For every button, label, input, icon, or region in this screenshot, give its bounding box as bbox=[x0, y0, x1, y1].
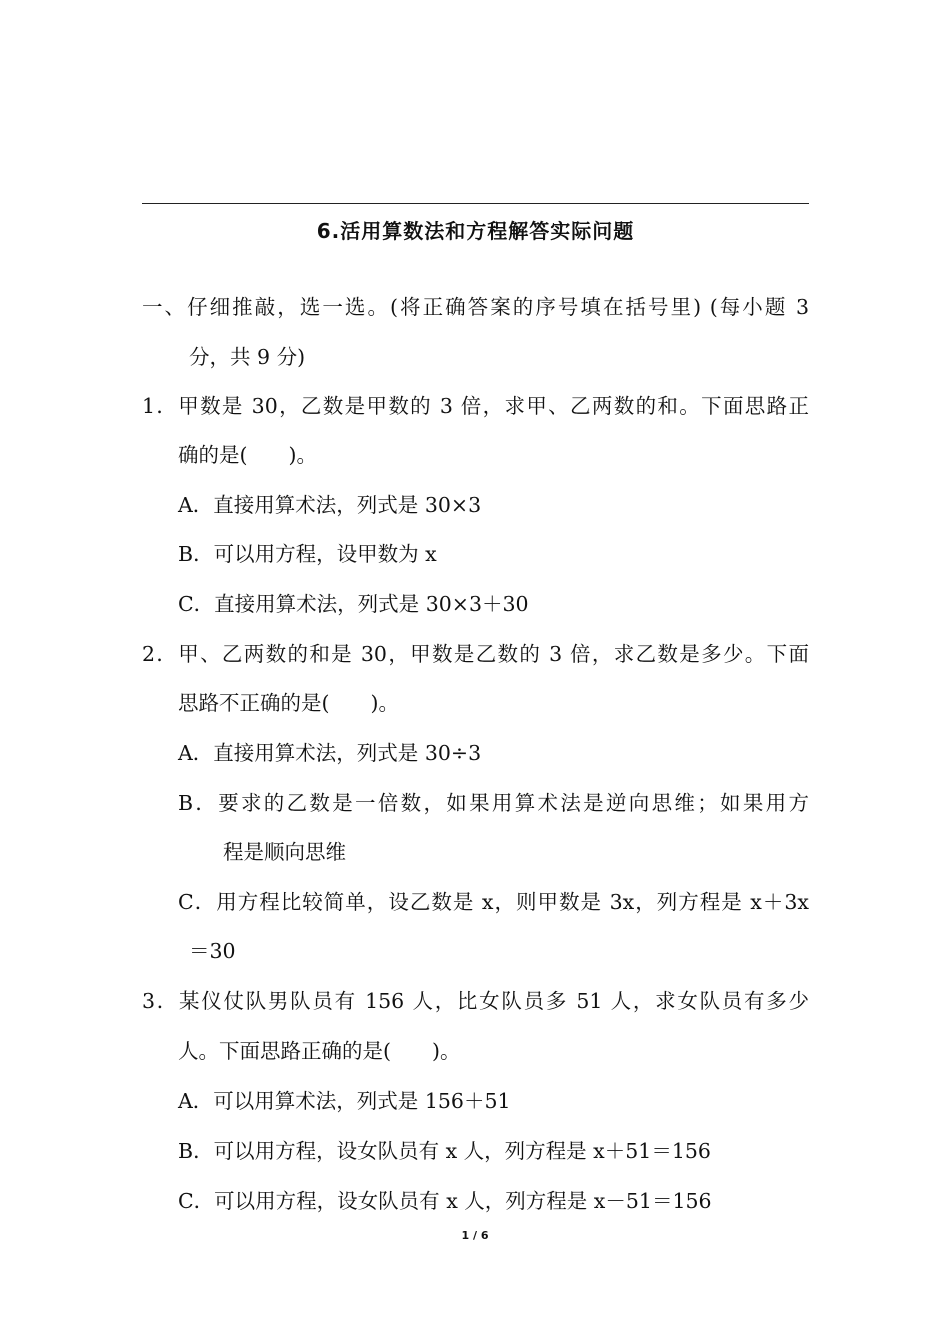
question-1-option-b: B．可以用方程，设甲数为 x bbox=[178, 542, 437, 566]
section-heading-line2: 分，共 9 分) bbox=[189, 345, 306, 369]
question-1-line1: 1．甲数是 30，乙数是甲数的 3 倍，求甲、乙两数的和。下面思路正 bbox=[142, 394, 809, 418]
question-2-option-b: B．要求的乙数是一倍数，如果用算术法是逆向思维；如果用方 bbox=[178, 791, 809, 815]
page-title: 6.活用算数法和方程解答实际问题 bbox=[316, 219, 635, 243]
page-number: 1 / 6 bbox=[461, 1229, 489, 1242]
question-2-line2: 思路不正确的是( )。 bbox=[178, 691, 399, 715]
header-rule bbox=[142, 203, 809, 204]
question-2-option-b-cont: 程是顺向思维 bbox=[223, 840, 346, 864]
question-3-line1: 3．某仪仗队男队员有 156 人，比女队员多 51 人，求女队员有多少 bbox=[142, 989, 809, 1013]
section-heading-line1: 一、仔细推敲，选一选。(将正确答案的序号填在括号里) (每小题 3 bbox=[142, 295, 809, 319]
question-3-line2: 人。下面思路正确的是( )。 bbox=[178, 1039, 461, 1063]
question-2-option-a: A．直接用算术法，列式是 30÷3 bbox=[178, 741, 482, 765]
question-3-option-a: A．可以用算术法，列式是 156＋51 bbox=[178, 1089, 511, 1113]
question-1-option-c: C．直接用算术法，列式是 30×3＋30 bbox=[178, 592, 529, 616]
question-2-line1: 2．甲、乙两数的和是 30，甲数是乙数的 3 倍，求乙数是多少。下面 bbox=[142, 642, 809, 666]
question-1-line2: 确的是( )。 bbox=[178, 443, 317, 467]
question-3-option-b: B．可以用方程，设女队员有 x 人，列方程是 x＋51＝156 bbox=[178, 1139, 711, 1163]
question-3-option-c: C．可以用方程，设女队员有 x 人，列方程是 x－51＝156 bbox=[178, 1189, 712, 1213]
question-2-option-c-cont: ＝30 bbox=[189, 939, 236, 963]
question-2-option-c: C．用方程比较简单，设乙数是 x，则甲数是 3x，列方程是 x＋3x bbox=[178, 890, 809, 914]
question-1-option-a: A．直接用算术法，列式是 30×3 bbox=[178, 493, 482, 517]
